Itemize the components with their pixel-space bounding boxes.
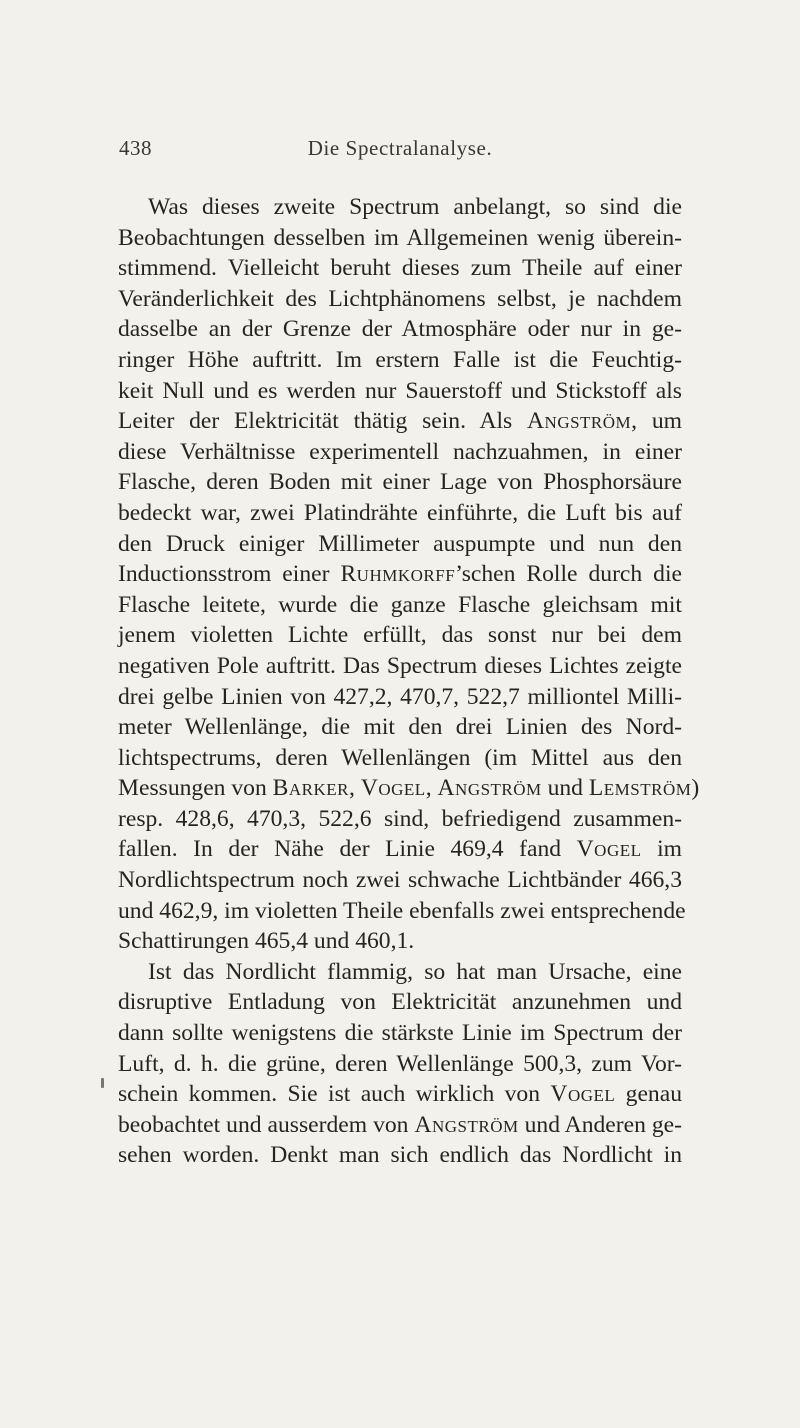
text-line: Was dieses zweite Spectrum anbelangt, so sind die: [148, 194, 682, 220]
text-line: diese Verhältnisse experimentell nachzuahmen, in einer: [118, 438, 682, 465]
text-line: schein kommen. Sie ist auch wirklich von Vogel genau: [118, 1081, 682, 1108]
text-line: resp. 428,6, 470,3, 522,6 sind, befriedigend zusammen-: [118, 805, 682, 832]
small-caps-name: Angström: [527, 408, 632, 435]
text-line: dasselbe an der Grenze der Atmosphäre oder nur in ge-: [118, 316, 682, 343]
margin-mark: [101, 1078, 104, 1088]
text-line: den Druck einiger Millimeter auspumpte und nun den: [118, 530, 682, 557]
text-line: meter Wellenlänge, die mit den drei Linien des Nord-: [118, 714, 682, 741]
small-caps-name: Ruhmkorff: [340, 561, 456, 588]
small-caps-name: Angström: [437, 775, 542, 802]
text-line: dann sollte wenigstens die stärkste Linie im Spectrum der: [118, 1020, 682, 1047]
text-line: ringer Höhe auftritt. Im erstern Falle ist die Feuchtig-: [118, 346, 682, 373]
text-line: Ist das Nordlicht flammig, so hat man Ursache, eine: [148, 958, 682, 985]
text-line: Flasche, deren Boden mit einer Lage von Phosphorsäure: [118, 469, 682, 496]
small-caps-name: Vogel: [360, 775, 426, 802]
text-line: stimmend. Vielleicht beruht dieses zum Theile auf einer: [118, 255, 682, 282]
text-line: jenem violetten Lichte erfüllt, das sonst nur bei dem: [118, 622, 682, 649]
text-line: Veränderlichkeit des Lichtphänomens selbst, je nachdem: [118, 285, 682, 312]
text-line: Leiter der Elektricität thätig sein. Als Angström, um: [118, 408, 682, 435]
text-line: disruptive Entladung von Elektricität anzunehmen und: [118, 989, 682, 1016]
text-line: bedeckt war, zwei Platindrähte einführte, die Luft bis auf: [118, 499, 682, 526]
text-line: Luft, d. h. die grüne, deren Wellenlänge 500,3, zum Vor-: [118, 1050, 682, 1077]
text-line: sehen worden. Denkt man sich endlich das Nordlicht in: [118, 1142, 682, 1169]
small-caps-name: Lemström: [588, 775, 692, 802]
text-line: Messungen von Barker, Vogel, Angström und Lemström): [118, 775, 700, 802]
text-line: lichtspectrums, deren Wellenlängen (im Mittel aus den: [118, 744, 682, 771]
text-line: negativen Pole auftritt. Das Spectrum dieses Lichtes zeigte: [118, 652, 682, 679]
small-caps-name: Barker: [272, 775, 350, 802]
text-line: drei gelbe Linien von 427,2, 470,7, 522,7 milliontel Milli-: [118, 683, 682, 710]
text-line: Schattirungen 465,4 und 460,1.: [118, 928, 415, 955]
running-title: Die Spectralanalyse.: [307, 136, 493, 160]
small-caps-name: Vogel: [576, 836, 642, 863]
running-head: [0, 128, 800, 168]
small-caps-name: Angström: [414, 1111, 519, 1138]
text-line: Flasche leitete, wurde die ganze Flasche gleichsam mit: [118, 591, 682, 618]
body-text: [118, 192, 700, 1171]
text-line: Nordlichtspectrum noch zwei schwache Lichtbänder 466,3: [118, 867, 682, 894]
text-line: beobachtet und ausserdem von Angström und Anderen ge-: [118, 1111, 682, 1138]
text-line: und 462,9, im violetten Theile ebenfalls zwei entsprechende: [118, 897, 686, 924]
text-line: Inductionsstrom einer Ruhmkorff’schen Rolle durch die: [118, 561, 682, 588]
small-caps-name: Vogel: [550, 1081, 616, 1108]
text-line: fallen. In der Nähe der Linie 469,4 fand Vogel im: [118, 836, 682, 863]
page-number: 438: [119, 136, 152, 160]
text-line: keit Null und es werden nur Sauerstoff und Stickstoff als: [118, 377, 682, 404]
text-line: Beobachtungen desselben im Allgemeinen wenig überein-: [118, 224, 682, 251]
